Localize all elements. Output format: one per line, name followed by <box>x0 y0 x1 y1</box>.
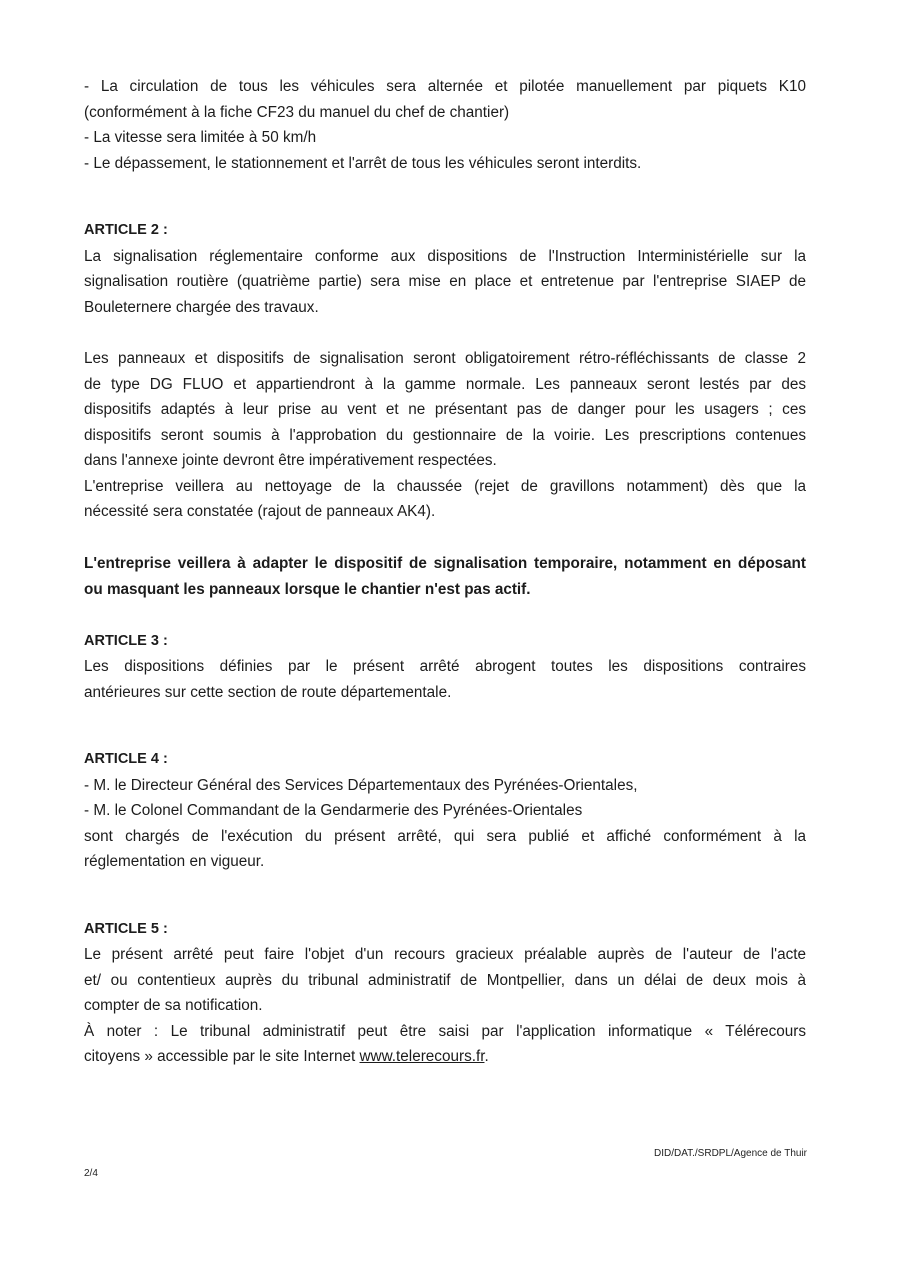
text-line: compter de sa notification. <box>84 997 263 1014</box>
intro-line-3: - La vitesse sera limitée à 50 km/h <box>84 129 317 146</box>
text-line: réglementation en vigueur. <box>84 853 265 870</box>
text-line: dispositifs adaptés à leur prise au vent et ne présentant pas de danger pour les usagers ; ces <box>84 401 806 418</box>
text-line: nécessité sera constatée (rajout de panneaux AK4). <box>84 503 436 520</box>
intro-line-1: - La circulation de tous les véhicules sera alternée et pilotée manuellement par piquets K10 <box>84 78 806 95</box>
article-2-bold-notice <box>84 551 806 603</box>
article-2-paragraph-2 <box>84 346 806 525</box>
text-line: sont chargés de l'exécution du présent arrêté, qui sera publié et affiché conformément à la <box>84 827 806 845</box>
text-line: de type DG FLUO et appartiendront à la gamme normale. Les panneaux seront lestés par des <box>84 375 806 393</box>
page-number: 2/4 <box>84 1168 98 1179</box>
bold-text-line: L'entreprise veillera à adapter le dispositif de signalisation temporaire, notamment en déposant <box>84 554 806 572</box>
text-span: . <box>484 1048 489 1065</box>
text-line: dispositifs seront soumis à l'approbation du gestionnaire de la voirie. Les prescriptions contenues <box>84 426 806 444</box>
text-line: La signalisation réglementaire conforme aux dispositions de l'Instruction Interministérielle sur la <box>84 247 806 265</box>
article-5-heading: ARTICLE 5 : <box>84 920 168 937</box>
text-line: L'entreprise veillera au nettoyage de la chaussée (rejet de gravillons notamment) dès que la <box>84 477 806 495</box>
telerecours-link[interactable]: www.telerecours.fr <box>359 1048 485 1065</box>
article-3-heading: ARTICLE 3 : <box>84 632 168 649</box>
text-line: signalisation routière (quatrième partie) sera mise en place et entretenue par l'entreprise SIAEP de <box>84 273 806 290</box>
article-2-paragraph-1 <box>84 244 806 321</box>
text-line: dans l'annexe jointe devront être impérativement respectées. <box>84 452 497 469</box>
article-4-paragraph <box>84 773 806 875</box>
article-5-paragraph <box>84 942 806 1070</box>
document-page <box>84 74 806 1070</box>
text-line: - M. le Directeur Général des Services Départementaux des Pyrénées-Orientales, <box>84 776 638 794</box>
intro-line-2: (conformément à la fiche CF23 du manuel du chef de chantier) <box>84 103 510 121</box>
article-4-heading: ARTICLE 4 : <box>84 751 168 767</box>
bold-text-line: ou masquant les panneaux lorsque le chantier n'est pas actif. <box>84 580 531 598</box>
text-span: citoyens » accessible par le site Internet <box>84 1048 360 1065</box>
intro-line-4: - Le dépassement, le stationnement et l'arrêt de tous les véhicules seront interdits. <box>84 154 642 172</box>
text-line: À noter : Le tribunal administratif peut être saisi par l'application informatique « Télérecours <box>84 1022 806 1040</box>
text-line: Le présent arrêté peut faire l'objet d'un recours gracieux préalable auprès de l'auteur de l'acte <box>84 946 806 963</box>
text-line: Bouleternere chargée des travaux. <box>84 298 319 316</box>
article-2-heading: ARTICLE 2 : <box>84 222 168 238</box>
text-line: - M. le Colonel Commandant de la Gendarmerie des Pyrénées-Orientales <box>84 802 583 819</box>
text-line: Les panneaux et dispositifs de signalisation seront obligatoirement rétro-réfléchissants de classe 2 <box>84 350 806 367</box>
text-line: antérieures sur cette section de route départementale. <box>84 683 452 701</box>
footer-reference: DID/DAT./SRDPL/Agence de Thuir <box>653 1148 807 1159</box>
text-line: Les dispositions définies par le présent arrêté abrogent toutes les dispositions contraires <box>84 658 806 675</box>
text-line-with-link <box>84 1044 806 1070</box>
text-line: et/ ou contentieux auprès du tribunal administratif de Montpellier, dans un délai de deux mois à <box>84 971 806 989</box>
article-3-paragraph <box>84 654 806 705</box>
